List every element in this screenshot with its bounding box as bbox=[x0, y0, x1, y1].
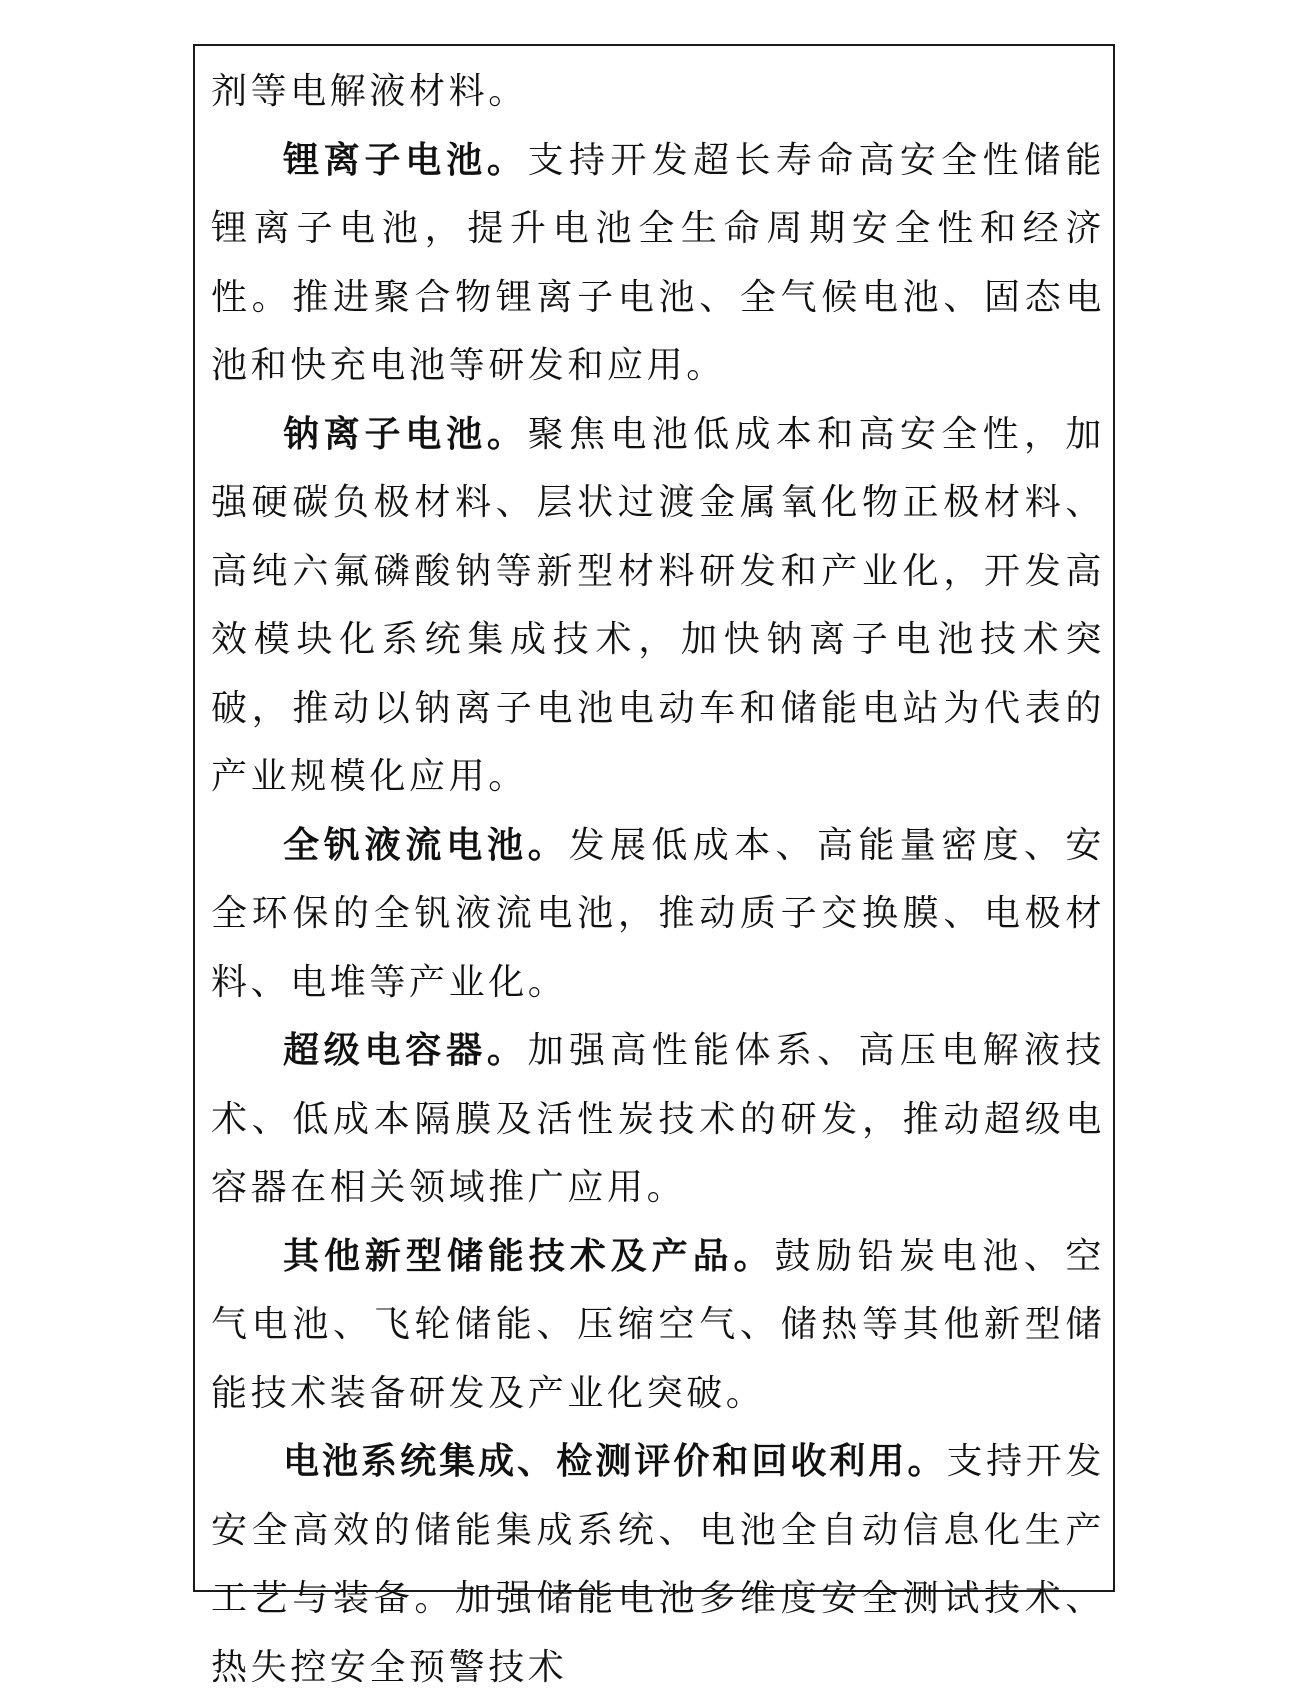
paragraph-vanadium-flow bbox=[211, 812, 1105, 1018]
paragraph-text: 鼓励铅炭电池、空气电池、飞轮储能、压缩空气、储热等其他新型储能技术装备研发及产业化突破。 bbox=[211, 1235, 1105, 1414]
paragraph-sodium-ion bbox=[211, 401, 1105, 812]
paragraph-lithium-ion bbox=[211, 127, 1105, 401]
paragraph-text: 支持开发安全高效的储能集成系统、电池全自动信息化生产工艺与装备。加强储能电池多维度安全测试技术、热失控安全预警技术 bbox=[211, 1441, 1105, 1688]
paragraph-continuation bbox=[211, 58, 1105, 127]
paragraph-text: 剂等电解液材料。 bbox=[211, 71, 528, 112]
paragraph-text: 支持开发超长寿命高安全性储能锂离子电池，提升电池全生命周期安全性和经济性。推进聚合物锂离子电池、全气候电池、固态电池和快充电池等研发和应用。 bbox=[211, 139, 1105, 386]
document-body bbox=[211, 58, 1105, 1702]
paragraph-other-storage bbox=[211, 1223, 1105, 1429]
paragraph-heading: 全钒液流电池。 bbox=[283, 824, 569, 866]
paragraph-heading: 钠离子电池。 bbox=[283, 413, 528, 455]
paragraph-text: 发展低成本、高能量密度、安全环保的全钒液流电池，推动质子交换膜、电极材料、电堆等产业化。 bbox=[211, 824, 1105, 1003]
paragraph-heading: 电池系统集成、检测评价和回收利用。 bbox=[283, 1441, 947, 1482]
paragraph-heading: 锂离子电池。 bbox=[283, 139, 528, 181]
paragraph-supercapacitor bbox=[211, 1017, 1105, 1223]
paragraph-text: 聚焦电池低成本和高安全性，加强硬碳负极材料、层状过渡金属氧化物正极材料、高纯六氟磷酸钠等新型材料研发和产业化，开发高效模块化系统集成技术，加快钠离子电池技术突破，推动以钠离子电池电动车和储能电站为代表的产业规模化应用。 bbox=[211, 413, 1105, 797]
paragraph-heading: 超级电容器。 bbox=[283, 1030, 528, 1071]
document-frame bbox=[193, 44, 1115, 1688]
paragraph-system-integration bbox=[211, 1428, 1105, 1702]
paragraph-text: 加强高性能体系、高压电解液技术、低成本隔膜及活性炭技术的研发，推动超级电容器在相关领域推广应用。 bbox=[211, 1030, 1105, 1208]
paragraph-heading: 其他新型储能技术及产品。 bbox=[283, 1235, 775, 1277]
